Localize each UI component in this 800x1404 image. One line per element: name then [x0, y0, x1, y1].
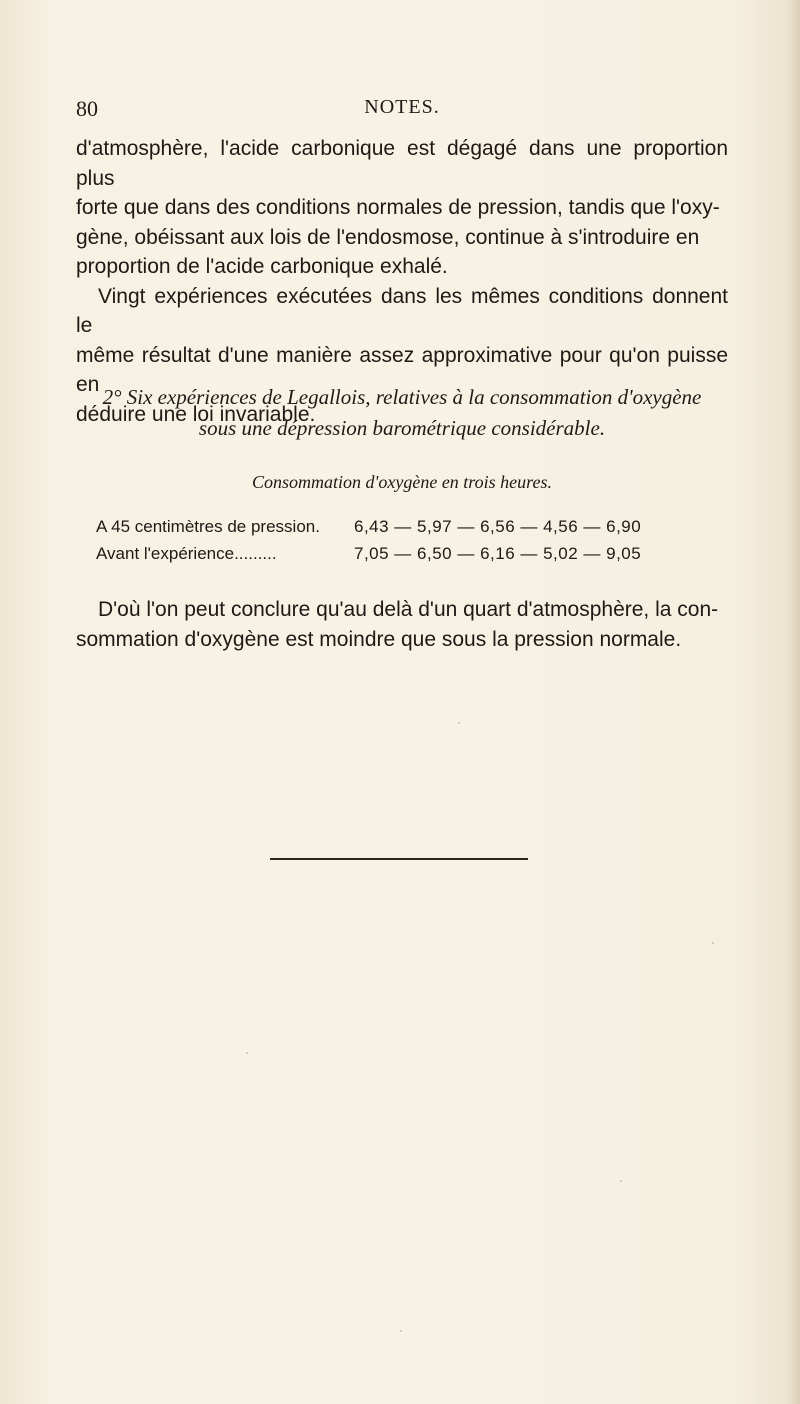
paper-speck — [458, 722, 460, 724]
paper-speck — [620, 1180, 622, 1182]
paragraph-1-line: proportion de l'acide carbonique exhalé. — [76, 255, 448, 278]
data-table — [96, 513, 726, 567]
table-row-values: 7,05 — 6,50 — 6,16 — 5,02 — 9,05 — [354, 544, 642, 563]
paper-speck — [712, 942, 714, 944]
paragraph-2-line: Vingt expériences exécutées dans les mêmes conditions donnent le — [76, 284, 728, 337]
paragraph-1-line: gène, obéissant aux lois de l'endosmose, continue à s'introduire en — [76, 225, 700, 249]
paragraph-2-line: déduire une loi invariable. — [76, 402, 316, 426]
paragraph-3-line: sommation d'oxygène est moindre que sous la pression normale. — [76, 627, 682, 651]
paper-speck — [400, 1330, 402, 1332]
section-title-line-1: 2° Six expériences de Legallois, relatives à la consommation d'oxygène — [102, 385, 702, 409]
section-title — [76, 382, 728, 444]
table-row-values: 6,43 — 5,97 — 6,56 — 4,56 — 6,90 — [354, 517, 642, 536]
section-divider-rule — [270, 858, 528, 860]
page-edge-shadow — [786, 0, 800, 1404]
paragraph-1-line: d'atmosphère, l'acide carbonique est dégagé dans une proportion plus — [76, 137, 728, 190]
table-row — [96, 540, 726, 567]
table-subheading: Consommation d'oxygène en trois heures. — [252, 472, 552, 492]
running-head: NOTES. — [364, 96, 440, 118]
table-row-label: Avant l'expérience......... — [96, 544, 277, 563]
paragraph-3-line: D'où l'on peut conclure qu'au delà d'un quart d'atmosphère, la con- — [98, 598, 719, 621]
paragraph-3 — [76, 595, 728, 654]
paragraph-2-line: même résultat d'une manière assez approximative pour qu'on puisse en — [76, 343, 728, 396]
section-title-line-2: sous une dépression barométrique considérable. — [198, 416, 606, 440]
table-row — [96, 513, 726, 540]
page-number: 80 — [76, 96, 98, 121]
table-row-label: A 45 centimètres de pression. — [96, 517, 320, 536]
page-header — [76, 96, 728, 126]
paper-speck — [246, 1052, 248, 1054]
paragraph-1-line: forte que dans des conditions normales de pression, tandis que l'oxy- — [76, 196, 720, 219]
